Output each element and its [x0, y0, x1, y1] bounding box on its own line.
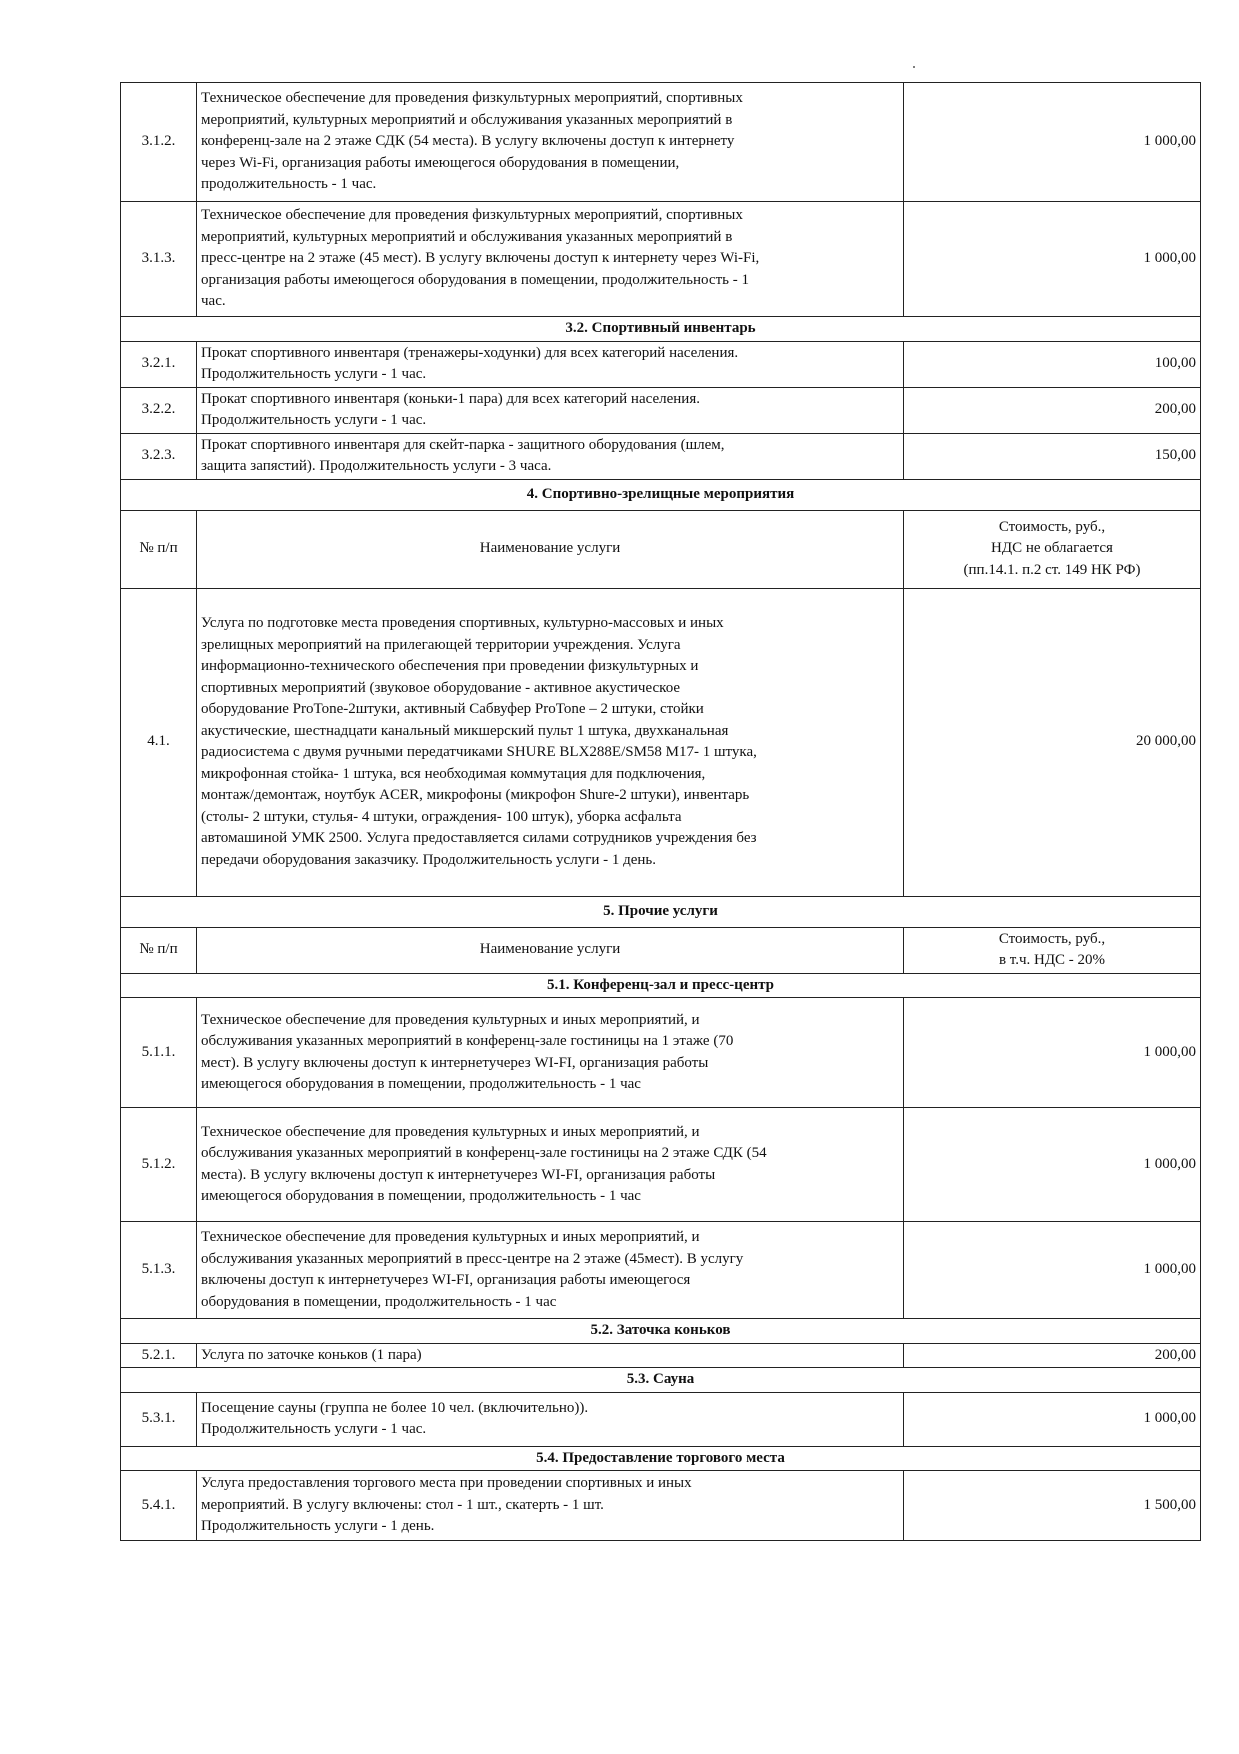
- row-number: 5.1.1.: [121, 998, 197, 1108]
- service-description: Техническое обеспечение для проведения культурных и иных мероприятий, и обслуживания указанных мероприятий в конференц-зале гостиницы на 2 этаже СДК (54 места). В услугу включены доступ к интернетучерез WI-FI, организация работы имеющегося оборудования в помещении, продолжительность - 1 час: [197, 1108, 904, 1222]
- section-row: [121, 479, 1201, 510]
- row-number: 5.3.1.: [121, 1392, 197, 1446]
- service-price: 20 000,00: [904, 588, 1201, 896]
- row-number: 5.2.1.: [121, 1343, 197, 1368]
- section-row: [121, 896, 1201, 927]
- service-description: Техническое обеспечение для проведения физкультурных мероприятий, спортивных мероприятий, культурных мероприятий и обслуживания указанных мероприятий в пресс-центре на 2 этаже (45 мест). В услугу включены доступ к интернету через Wi-Fi, организация работы имеющегося оборудования в помещении, продолжительность - 1 час.: [197, 202, 904, 317]
- subsection-title: 5.1. Конференц-зал и пресс-центр: [121, 973, 1201, 998]
- row-number: 4.1.: [121, 588, 197, 896]
- column-header-name: Наименование услуги: [197, 510, 904, 588]
- row-number: 3.2.2.: [121, 387, 197, 433]
- service-price: 100,00: [904, 341, 1201, 387]
- subsection-row: [121, 1368, 1201, 1393]
- table-row: [121, 1222, 1201, 1319]
- service-price: 1 000,00: [904, 998, 1201, 1108]
- service-description: Прокат спортивного инвентаря (тренажеры-ходунки) для всех категорий населения. Продолжительность услуги - 1 час.: [197, 341, 904, 387]
- subsection-title: 5.3. Сауна: [121, 1368, 1201, 1393]
- row-number: 3.1.3.: [121, 202, 197, 317]
- row-number: 5.1.2.: [121, 1108, 197, 1222]
- header-row: [121, 927, 1201, 973]
- row-number: 3.2.1.: [121, 341, 197, 387]
- service-description: Прокат спортивного инвентаря (коньки-1 пара) для всех категорий населения. Продолжительность услуги - 1 час.: [197, 387, 904, 433]
- column-header-number: № п/п: [121, 510, 197, 588]
- table-row: [121, 433, 1201, 479]
- service-description: Техническое обеспечение для проведения культурных и иных мероприятий, и обслуживания указанных мероприятий в конференц-зале гостиницы на 1 этаже (70 мест). В услугу включены доступ к интернетучерез WI-FI, организация работы имеющегося оборудования в помещении, продолжительность - 1 час: [197, 998, 904, 1108]
- table-row: [121, 387, 1201, 433]
- service-price: 1 000,00: [904, 83, 1201, 202]
- table-row: [121, 998, 1201, 1108]
- header-row: [121, 510, 1201, 588]
- table-row: [121, 1471, 1201, 1541]
- section-title: 5. Прочие услуги: [121, 896, 1201, 927]
- service-price: 1 000,00: [904, 1392, 1201, 1446]
- table-row: [121, 341, 1201, 387]
- column-header-number: № п/п: [121, 927, 197, 973]
- service-price: 1 500,00: [904, 1471, 1201, 1541]
- service-description: Прокат спортивного инвентаря для скейт-парка - защитного оборудования (шлем, защита запястий). Продолжительность услуги - 3 часа.: [197, 433, 904, 479]
- scan-speck: [913, 66, 915, 68]
- service-description: Техническое обеспечение для проведения культурных и иных мероприятий, и обслуживания указанных мероприятий в пресс-центре на 2 этаже (45мест). В услугу включены доступ к интернетучерез WI-FI, организация работы имеющегося оборудования в помещении, продолжительность - 1 час: [197, 1222, 904, 1319]
- subsection-row: [121, 973, 1201, 998]
- subsection-row: [121, 1319, 1201, 1344]
- service-description: Услуга предоставления торгового места при проведении спортивных и иных мероприятий. В услугу включены: стол - 1 шт., скатерть - 1 шт. Продолжительность услуги - 1 день.: [197, 1471, 904, 1541]
- table-row: [121, 83, 1201, 202]
- table-row: [121, 1343, 1201, 1368]
- section-title: 4. Спортивно-зрелищные мероприятия: [121, 479, 1201, 510]
- row-number: 5.4.1.: [121, 1471, 197, 1541]
- subsection-title: 5.4. Предоставление торгового места: [121, 1446, 1201, 1471]
- service-price: 1 000,00: [904, 202, 1201, 317]
- service-description: Посещение сауны (группа не более 10 чел. (включительно)). Продолжительность услуги - 1 час.: [197, 1392, 904, 1446]
- subsection-row: [121, 1446, 1201, 1471]
- service-description: Техническое обеспечение для проведения физкультурных мероприятий, спортивных мероприятий, культурных мероприятий и обслуживания указанных мероприятий в конференц-зале на 2 этаже СДК (54 места). В услугу включены доступ к интернету через Wi-Fi, организация работы имеющегося оборудования в помещении, продолжительность - 1 час.: [197, 83, 904, 202]
- row-number: 3.1.2.: [121, 83, 197, 202]
- table-row: [121, 202, 1201, 317]
- service-price: 200,00: [904, 1343, 1201, 1368]
- subsection-row: [121, 317, 1201, 342]
- subsection-title: 5.2. Заточка коньков: [121, 1319, 1201, 1344]
- column-header-price: Стоимость, руб., в т.ч. НДС - 20%: [904, 927, 1201, 973]
- table-row: [121, 1392, 1201, 1446]
- service-description: Услуга по заточке коньков (1 пара): [197, 1343, 904, 1368]
- price-table: [120, 82, 1201, 1541]
- column-header-name: Наименование услуги: [197, 927, 904, 973]
- table-row: [121, 1108, 1201, 1222]
- table-row: [121, 588, 1201, 896]
- column-header-price: Стоимость, руб., НДС не облагается (пп.14.1. п.2 ст. 149 НК РФ): [904, 510, 1201, 588]
- service-price: 150,00: [904, 433, 1201, 479]
- service-price: 1 000,00: [904, 1222, 1201, 1319]
- service-price: 200,00: [904, 387, 1201, 433]
- subsection-title: 3.2. Спортивный инвентарь: [121, 317, 1201, 342]
- service-description: Услуга по подготовке места проведения спортивных, культурно-массовых и иных зрелищных мероприятий на прилегающей территории учреждения. Услуга информационно-технического обеспечения при проведении физкультурных и спортивных мероприятий (звуковое оборудование - активное акустическое оборудование ProTone-2штуки, активный Сабвуфер ProTone – 2 штуки, стойки акустические, шестнадцати канальный микшерский пульт 1 штука, двухканальная радиосистема с двумя ручными передатчиками SHURE BLX288E/SM58 M17- 1 штука, микрофонная стойка- 1 штука, вся необходимая коммутация для подключения, монтаж/демонтаж, ноутбук ACER, микрофоны (микрофон Shure-2 штуки), инвентарь (столы- 2 штуки, стулья- 4 штуки, ограждения- 100 штук), уборка асфальта автомашиной УМК 2500. Услуга предоставляется силами сотрудников учреждения без передачи оборудования заказчику. Продолжительность услуги - 1 день.: [197, 588, 904, 896]
- row-number: 5.1.3.: [121, 1222, 197, 1319]
- service-price: 1 000,00: [904, 1108, 1201, 1222]
- row-number: 3.2.3.: [121, 433, 197, 479]
